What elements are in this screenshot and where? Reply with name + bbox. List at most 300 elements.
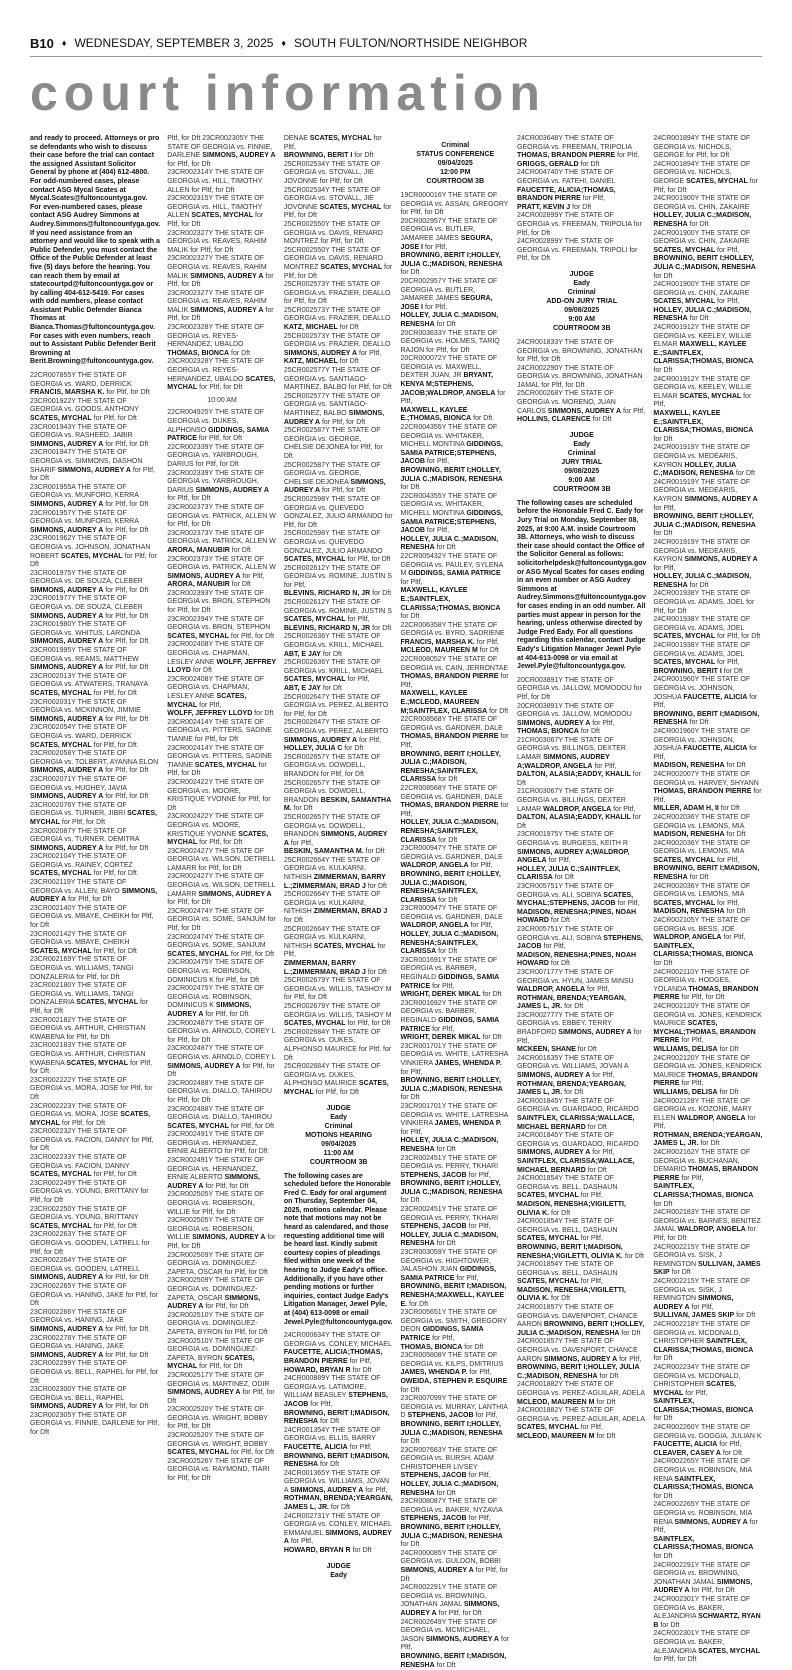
party-role: for Dft [487, 707, 509, 715]
attorney-name: SIMMONS, AUDREY A [283, 1529, 392, 1546]
party-role: for Dft [436, 836, 458, 844]
attorney-name: SIMMONS, AUDREY A [30, 612, 104, 620]
calendar-heading-line: 9:00 AM [568, 476, 596, 484]
case-entry [30, 595, 160, 621]
attorney-name: SCATES, MYCHAL;THOMAS, BRANDON PIERRE [653, 1020, 756, 1045]
case-text: 25CR002657Y THE STATE OF GEORGIA vs. DOWDELL, BRANDON [283, 779, 381, 804]
case-text: 24CR001960Y THE STATE OF GEORGIA vs. JOHNSON, JOSHUA [653, 676, 751, 701]
party-role: for Pltf, [585, 986, 610, 994]
case-entry [167, 409, 277, 443]
case-entry [517, 1304, 646, 1338]
case-text: 22CR007855Y THE STATE OF GEORGIA vs. WARD, DERRICK [30, 372, 132, 388]
case-entry [517, 416, 646, 425]
attorney-name: THOMAS, BRANDON PIERRE [653, 985, 759, 1002]
attorney-name: SCATES, MYCHAL [679, 392, 742, 400]
party-role: for Dft [517, 814, 641, 830]
case-text: 24CR000085Y THE STATE OF GEORGIA vs. GULDON, BOBBI [400, 1549, 501, 1566]
section-title: court information [30, 65, 546, 121]
party-role: for Pltf, for Dft [30, 913, 154, 930]
case-text: 23CR002223Y THE STATE OF GEORGIA vs. MORA, JOSE [30, 1102, 127, 1119]
case-text: 25CR002550Y THE STATE OF GEORGIA vs. DAVIS, RENARD MONTREZ [283, 246, 383, 271]
party-role: for Pltf, [288, 1538, 314, 1546]
case-text: 23CR007099Y THE STATE OF GEORGIA vs. MURRAY, LANTHIA D [400, 1395, 508, 1420]
case-text: 25CR002534Y THE STATE OF GEORGIA vs. STOVALL, JIE JOVONNE [283, 160, 381, 185]
case-entry [653, 410, 763, 444]
case-entry [653, 1458, 763, 1501]
party-role: for Pltf, [345, 676, 370, 684]
attorney-name: ROTHMAN, BRENDA;YEARGAN, JAMES L, JR. [653, 1131, 763, 1148]
case-entry [400, 1309, 510, 1343]
party-role: for Dft [575, 1046, 597, 1054]
case-text: 23CR002510Y THE STATE OF GEORGIA vs. DOMINGUEZ-ZAPETA, BYRON [167, 1337, 264, 1362]
case-entry [284, 1410, 394, 1427]
party-role: for Dft [318, 1418, 340, 1426]
case-text: 24CR001635Y THE STATE OF GEORGIA vs. WILLIAMS, JOVAN A [517, 1054, 629, 1071]
attorney-name: BESKIN, SAMANTHA M. [283, 848, 364, 856]
case-entry [653, 590, 763, 616]
party-role: for Pltf, [578, 1235, 603, 1243]
case-text: 25CR002577Y THE STATE OF GEORGIA vs. SANTIAGO-MARTINEZ, BALBO [283, 367, 381, 392]
party-role: for Dft [619, 1329, 641, 1337]
party-role: for Dft [400, 1438, 420, 1446]
party-role: for Dft [434, 1661, 456, 1669]
case-entry [517, 1201, 646, 1218]
party-role: for Pltf, for Dft [167, 1389, 275, 1405]
case-entry [284, 926, 394, 960]
attorney-name: SIMMONS, AUDREY A [30, 500, 104, 508]
case-text: 24CR001900Y THE STATE OF GEORGIA vs. CHIN, ZAKAIRE [653, 229, 751, 246]
attorney-name: SIMMONS, AUDREY A [202, 152, 276, 160]
attorney-name: BROWNING, BERIT I;HOLLEY, JULIA C.;MADISON, RENESHA [400, 1524, 503, 1540]
case-text: 23CR002076Y THE STATE OF GEORGIA vs. TURNER, JIBRI [30, 801, 128, 818]
case-text: 24CR004740Y THE STATE OF GEORGIA vs. FATEHI, DANIEL [517, 169, 616, 185]
case-entry [30, 905, 160, 931]
party-role: for Dft [552, 874, 574, 882]
attorney-name: SIMMONS, AUDREY A [684, 556, 758, 564]
case-entry [284, 960, 394, 977]
party-role: for Pltf, for Dft [224, 1328, 268, 1336]
case-text: 24CR001900Y THE STATE OF GEORGIA vs. CHIN, ZAKAIRE [653, 195, 751, 211]
case-entry [517, 909, 646, 926]
case-text: 25CR002636Y THE STATE OF GEORGIA vs. KRILL, MICHAEL [283, 659, 384, 675]
attorney-name: THOMAS, BRANDON PIERRE [400, 733, 499, 741]
party-role: for Dft [320, 650, 342, 658]
case-text: 23CR002414Y THE STATE OF GEORGIA vs. PITTERS, SADINE TIANNE [167, 744, 272, 769]
attorney-name: SCATES, MYCHAL [653, 899, 716, 907]
attorney-name: SAINTFLEX, CLARISSA;THOMAS, BIONCA [653, 942, 754, 959]
attorney-name: STEPHENS, JACOB [400, 1472, 467, 1480]
party-role: for Dft [400, 1541, 420, 1549]
case-entry [167, 641, 277, 675]
case-entry [653, 1450, 763, 1459]
case-entry [517, 1132, 646, 1158]
attorney-name: SCATES, MYCHAL [30, 947, 92, 955]
case-entry [653, 1501, 763, 1535]
attorney-name: GIDDINGS, SAMIA PATRICE [400, 1326, 484, 1342]
attorney-name: BROWNING, BERIT I;HOLLEY, JULIA C.;MADISON, RENESHA [400, 1077, 503, 1093]
attorney-name: BROWNING, BERIT I;MADISON, RENESHA [400, 1652, 507, 1669]
attorney-name: SCATES, MYCHAL [320, 263, 383, 271]
party-role: for Pltf, [580, 195, 605, 203]
case-entry [167, 813, 277, 847]
party-role: for Pltf, [466, 1515, 491, 1523]
attorney-name: STEPHENS, JACOB [400, 1515, 467, 1523]
case-entry [400, 991, 510, 1000]
party-role: for Pltf, for Dft [283, 203, 392, 220]
case-entry [653, 1398, 763, 1424]
case-text: 23CR001692Y THE STATE OF GEORGIA vs. BARBER, REGINALD [400, 999, 498, 1024]
party-role: for Pltf, for Dft [228, 1122, 275, 1130]
attorney-name: SIMMONS, AUDREY A [674, 1518, 748, 1526]
party-role: for Pltf, for Dft [103, 844, 149, 852]
party-role: for Pltf, [363, 1486, 388, 1494]
party-role: for Pltf, for Dft [224, 1148, 268, 1156]
case-text: 24CR001894Y THE STATE OF GEORGIA vs. NICHOLS, GEORGE [653, 160, 751, 185]
case-entry [30, 1231, 160, 1257]
party-role: for Pltf, [715, 659, 740, 667]
case-text: 23CR002373Y THE STATE OF GEORGIA vs. PATRICK, ALLEN W [167, 529, 276, 546]
listing-column-5 [517, 135, 646, 1670]
case-text: 24CR002301Y THE STATE OF GEORGIA vs. BAKER, ALEJANDRIA [653, 1595, 751, 1621]
attorney-name: FRANCIS, MARSHA K. [30, 389, 105, 397]
publication-name: SOUTH FULTON/NORTHSIDE NEIGHBOR [294, 36, 528, 50]
attorney-name: SAINTFLEX, CLARISSA;WALLACE, MICHAEL BERNARD [517, 1157, 635, 1174]
attorney-name: SIMMONS, AUDREY A [30, 715, 104, 723]
calendar-heading-line: JUDGE [326, 1104, 351, 1112]
case-text: DENAE [283, 135, 310, 142]
case-text: 22CR004355Y THE STATE OF GEORGIA vs. WHITAKER, MICHELL MONTINA [400, 424, 498, 449]
attorney-name: ROTHMAN, BRENDA;YEARGAN, JAMES L, JR. [517, 994, 626, 1011]
case-entry [284, 496, 394, 530]
party-role: for Pltf, for Dft [689, 1587, 735, 1595]
case-text: 24CR002183Y THE STATE OF GEORGIA vs. BARNES, BENITEZ JAMAL [653, 1209, 761, 1234]
attorney-name: MCLEOD, MAUREEN M [517, 1398, 595, 1406]
case-text: 24CR002105Y THE STATE OF GEORGIA vs. BESS, JOE [653, 917, 751, 933]
case-text: 24CR002007Y THE STATE OF GEORGIA vs. HARVEY, SHYANN [653, 770, 759, 787]
party-role: for Dft [687, 874, 709, 882]
attorney-name: SULLIVAN, JAMES SKIP [653, 1260, 761, 1277]
attorney-name: SCATES, MYCHAL [76, 999, 139, 1007]
party-role: for Pltf, [590, 1072, 615, 1080]
case-text: 24CR000889Y THE STATE OF GEORGIA vs. LATIMORE, WILLIAM BEASLEY [283, 1375, 381, 1400]
party-role: for Pltf, for Dft [192, 1208, 236, 1216]
party-role: for Pltf, for Dft [283, 298, 328, 306]
case-entry [167, 1312, 277, 1338]
party-role: for Pltf, [424, 458, 450, 466]
calendar-heading-line: MOTIONS HEARING [305, 1131, 373, 1139]
attorney-name: SCATES, MYCHAL [517, 1235, 579, 1243]
attorney-name: SIMMONS, AUDREY A [167, 1294, 261, 1311]
case-entry [167, 1191, 277, 1217]
attorney-name: ROTHMAN, BRENDA;YEARGAN, JAMES L, JR. [283, 1495, 393, 1512]
calendar-heading-line: Eady [330, 1571, 347, 1579]
case-text: 23CR002222Y THE STATE OF GEORGIA vs. MORA, JOSE [30, 1076, 127, 1093]
party-role: for Dft [585, 1123, 607, 1131]
case-entry [517, 238, 646, 264]
attorney-name: SIMMONS, AUDREY A;WALDROP, ANGELA [517, 754, 610, 770]
case-entry [517, 1081, 646, 1098]
case-entry [653, 1132, 763, 1149]
attorney-name: JAMES, WHENDA P. [434, 1120, 502, 1128]
case-text: 23CR002373Y THE STATE OF GEORGIA vs. PATRICK, ALLEN W [167, 503, 276, 520]
party-role: for Dft [687, 719, 709, 727]
case-entry [30, 776, 160, 802]
case-text: 25CR002550Y THE STATE OF GEORGIA vs. DAVIS, RENARD MONTREZ [283, 220, 383, 246]
party-role: for Pltf, [679, 1080, 704, 1088]
attorney-name: MADISON, RENESHA;PINES, NOAH HOWARD [517, 951, 637, 968]
party-role: for Pltf, [197, 701, 222, 709]
case-text: 25CR002612Y THE STATE OF GEORGIA vs. ROMINE, JUSTIN S [283, 599, 392, 615]
case-entry [400, 931, 510, 957]
case-entry [517, 1287, 646, 1304]
case-text: 23CR002487Y THE STATE OF GEORGIA vs. ARNOLD, COREY L [167, 1045, 276, 1061]
case-text: 23CR008087Y THE STATE OF GEORGIA vs. BAKER, NYZAVIA [400, 1498, 503, 1514]
party-role: for Dft [350, 1366, 372, 1374]
calendar-heading [400, 141, 510, 186]
case-entry [30, 1283, 160, 1309]
party-role: for Dft [471, 415, 493, 423]
case-text: 25CR002573Y THE STATE OF GEORGIA vs. FRAZIER, DEALLO [283, 306, 391, 323]
case-entry [653, 281, 763, 307]
party-role: for Dft [337, 358, 359, 366]
party-role: for Pltf, for Dft [103, 526, 149, 534]
attorney-name: WALDROP, ANGELA [400, 922, 469, 930]
attorney-name: SIMMONS, AUDREY A [198, 890, 272, 898]
case-entry [167, 1080, 277, 1106]
party-role: for Dft [400, 613, 420, 621]
case-text: 23CR001980Y THE STATE OF GEORGIA vs. WHITUS, LARONDA [30, 621, 141, 637]
attorney-name: ZIMMERMAN, BARRY L.;ZIMMERMAN, BRAD J [283, 960, 366, 976]
party-role: for Pltf, [721, 934, 746, 942]
attorney-name: SIMMONS, AUDREY A [30, 440, 104, 448]
case-text: 23CR003059Y THE STATE OF GEORGIA vs. HIGHTOWER, JALASHON JUAN [400, 1249, 498, 1274]
attorney-name: SIMMONS, AUDREY A [517, 1149, 591, 1157]
case-entry [400, 1344, 510, 1353]
case-entry [517, 703, 646, 729]
attorney-name: DALTON, ALASIA;EADDY, KHALIL [517, 814, 631, 822]
case-entry [400, 1137, 510, 1154]
party-role: for Dft [653, 1355, 673, 1363]
case-text: 24CR002036Y THE STATE OF GEORGIA vs. LEMONS, MIA [653, 882, 751, 899]
calendar-heading-line: COURTROOM 3B [309, 1158, 368, 1166]
case-entry [167, 169, 277, 195]
attorney-name: SEGURA, JOSE I [400, 295, 493, 311]
case-entry [284, 1547, 394, 1556]
party-role: for Pltf, for Dft [283, 444, 383, 460]
party-role: for Dft [594, 1432, 616, 1440]
case-text: 24CR002265Y THE STATE OF GEORGIA vs. ROBINSON, MIA RENA [653, 1501, 752, 1526]
case-text: 20CR003891Y THE STATE OF GEORGIA vs. JALLOW, MOMODOU [517, 676, 634, 693]
case-entry [653, 668, 763, 677]
party-role: for Pltf, for Dft [167, 1096, 211, 1104]
party-role: for Pltf, [468, 862, 493, 870]
case-entry [400, 587, 510, 621]
party-role: for Pltf, [715, 246, 740, 254]
case-entry [284, 135, 394, 152]
attorney-name: GRIGGS, GERALD [517, 160, 579, 168]
attorney-name: SIMMONS, AUDREY A [283, 831, 388, 847]
case-entry [517, 814, 646, 831]
party-role: for Pltf, [590, 719, 615, 727]
case-entry [284, 685, 394, 694]
calendar-heading-line: 09/04/2025 [437, 160, 473, 167]
attorney-name: WALDROP, ANGELA [653, 934, 722, 942]
case-entry [653, 1244, 763, 1278]
case-text: 24CR002291Y THE STATE OF GEORGIA vs. BROWNING, JONATHAN JAMAL [653, 1561, 751, 1586]
case-entry [400, 192, 510, 218]
case-entry [400, 1180, 510, 1206]
case-entry [284, 780, 394, 814]
party-role: for Dft [549, 1295, 571, 1303]
case-text: 23CR001701Y THE STATE OF GEORGIA vs. WHITE, LATRESHA VINKIERA [400, 1042, 509, 1067]
party-role: for Dft [669, 1269, 691, 1277]
party-role: for Pltf, [621, 407, 646, 415]
case-entry [653, 1596, 763, 1630]
attorney-name: HOLLEY, JULIA C.;MADISON, RENESHA [400, 1481, 499, 1497]
attorney-name: SCATES, MYCHAL [313, 942, 376, 950]
case-text: 24CR002731Y THE STATE OF GEORGIA vs. CONLEY, MICHAEL EMMANUEL [283, 1512, 392, 1537]
party-role: for Pltf, [430, 1334, 455, 1342]
case-entry [30, 1077, 160, 1103]
case-entry [284, 1003, 394, 1029]
case-entry [284, 1029, 394, 1063]
party-role: for Pltf, for Dft [103, 500, 149, 508]
case-text: 23CR002278Y THE STATE OF GEORGIA vs. HANING, JAKE [30, 1334, 127, 1351]
case-entry [167, 616, 277, 642]
case-text: 23CR007177Y THE STATE OF GEORGIA vs. HYUN, JAMES MINSU [517, 968, 634, 985]
party-role: for Pltf, for Dft [228, 950, 275, 958]
attorney-name: MCLEOD, MAUREEN M [517, 1432, 595, 1440]
attorney-name: FAUCETTE, ALICIA [653, 1441, 718, 1449]
case-entry [284, 427, 394, 461]
case-text: 23CR002414Y THE STATE OF GEORGIA vs. PITTERS, SADINE TIANNE [167, 718, 272, 743]
attorney-name: FAUCETTE, ALICIA;THOMAS, BRANDON PIERRE [517, 186, 616, 203]
party-role: for Pltf, for Dft [167, 160, 211, 168]
case-entry [400, 656, 510, 690]
attorney-name: BROWNING, BERIT I;MADISON, RENESHA [653, 865, 760, 882]
party-role: for Pltf, [400, 733, 509, 749]
case-entry [653, 573, 763, 590]
issue-date: WEDNESDAY, SEPTEMBER 3, 2025 [74, 36, 274, 50]
party-role: for Dft [594, 1398, 616, 1406]
case-text: 23CR002474Y THE STATE OF GEORGIA vs. SOME, SANJUM [167, 907, 268, 924]
case-text: 23CR002087Y THE STATE OF GEORGIA vs. TURNER, DEMITRA [30, 827, 140, 844]
case-entry [284, 857, 394, 891]
case-text: 20CR000072Y THE STATE OF GEORGIA vs. MAXWELL, DEXTER JUAN, JR [400, 355, 498, 380]
attorney-name: WALDROP, ANGELA [677, 1114, 746, 1122]
case-text: 24CR001912Y THE STATE OF GEORGIA vs. KEELEY, WILLIE ELMAR [653, 375, 752, 400]
attorney-name: SCATES, MYCHAL [517, 1424, 579, 1432]
party-role: for Pltf, for Dft [203, 1303, 249, 1311]
case-entry [653, 840, 763, 866]
case-entry [517, 135, 646, 161]
case-entry [284, 462, 394, 496]
attorney-name: SCATES, MYCHAL [653, 246, 716, 254]
calendar-heading-line: COURTROOM 3B [426, 178, 485, 185]
party-role: for Pltf, for Dft [679, 994, 725, 1002]
party-role: for Pltf, for Dft [167, 1423, 211, 1431]
party-role: for Pltf, [679, 1174, 704, 1182]
case-entry [517, 1098, 646, 1132]
party-role: for Dft [687, 581, 709, 589]
case-entry [30, 570, 160, 596]
case-text: 23CR002509Y THE STATE OF GEORGIA vs. DOMINGUEZ-ZAPETA, OSCAR [167, 1251, 264, 1276]
case-entry [517, 995, 646, 1012]
case-entry [400, 1550, 510, 1584]
party-role: for Pltf, for Dft [320, 770, 364, 778]
party-role: for Dft [734, 1312, 756, 1320]
case-entry [30, 510, 160, 536]
attorney-name: SCATES, MYCHAL [167, 1122, 229, 1130]
case-entry [517, 1407, 646, 1433]
case-entry [653, 539, 763, 573]
case-entry [284, 977, 394, 1003]
case-text: 24CR002265Y THE STATE OF GEORGIA vs. ROBINSON, MIA RENA [653, 1458, 752, 1483]
case-entry [167, 290, 277, 324]
party-role: for Pltf, for Dft [194, 735, 239, 743]
party-role: for Dft [718, 805, 740, 813]
case-entry [167, 908, 277, 934]
party-role: for Pltf, [517, 1029, 642, 1045]
case-entry [167, 230, 277, 256]
attorney-name: WALDROP, ANGELA [677, 1226, 746, 1234]
case-entry [284, 745, 394, 754]
case-entry [400, 647, 510, 656]
case-text: 24CR001845Y THE STATE OF GEORGIA vs. GUARDADO, RICARDO [517, 1097, 639, 1114]
party-role: for Pltf, for Dft [167, 761, 267, 778]
attorney-name: SCATES, MYCHAL [283, 616, 346, 624]
party-role: for Dft [352, 152, 374, 160]
calendar-heading-line: Eady [330, 1113, 347, 1121]
case-text: 24CR002291Y THE STATE OF GEORGIA vs. BROWNING, JONATHAN JAMAL [400, 1584, 498, 1609]
case-entry [400, 1481, 510, 1498]
case-entry [653, 1562, 763, 1596]
party-role: for Dft [687, 220, 709, 228]
case-entry [400, 1155, 510, 1181]
case-entry [167, 1045, 277, 1079]
attorney-name: SCATES, MYCHAL [30, 810, 157, 826]
party-role: for Pltf, for Dft [103, 793, 149, 801]
case-entry [653, 728, 763, 762]
calendar-heading-line: JUDGE [326, 1562, 351, 1570]
case-text: 23CR002071Y THE STATE OF GEORGIA vs. HUGHEY, JAVIA [30, 775, 127, 792]
attorney-name: SIMMONS, AUDREY A [30, 844, 104, 852]
party-role: for Pltf, [653, 504, 676, 512]
case-entry [400, 407, 510, 424]
case-text: 25CR002684Y THE STATE OF GEORGIA vs. DUKES, ALPHONSO MAURICE [283, 1028, 381, 1053]
calendar-heading [517, 431, 646, 494]
attorney-name: SIMMONS, AUDREY A [283, 736, 358, 744]
case-entry [517, 1046, 646, 1055]
party-role: for Pltf, [400, 1128, 423, 1136]
case-text: 24CR001854Y THE STATE OF GEORGIA vs. BELL, DASHAUN [517, 1175, 618, 1191]
party-role: for Pltf, for Dft [400, 209, 444, 217]
attorney-name: GIDDINGS, SAMIA PATRICE;STEPHENS, JACOB [400, 509, 503, 535]
calendar-heading-line: JUDGE [569, 431, 594, 439]
attorney-name: SIMMONS, AUDREY A [30, 664, 104, 672]
attorney-name: THOMAS, BRANDON PIERRE [653, 1071, 758, 1088]
case-text: 23CR002505Y THE STATE OF GEORGIA vs. ROBERSON, WILLIE [167, 1217, 264, 1242]
party-role: for Pltf, [617, 1355, 642, 1363]
party-role: for Pltf, [578, 1192, 603, 1200]
attorney-name: SIMMONS, AUDREY A [400, 1601, 500, 1617]
party-role: for Dft [434, 1145, 456, 1153]
party-role: for Dft [653, 272, 673, 280]
attorney-name: HOLLINS, CLARENCE [517, 416, 591, 424]
case-text: 23CR002408Y THE STATE OF GEORGIA vs. CHAPMAN, LESLEY ANNE [167, 641, 264, 666]
party-role: for Dft [291, 805, 313, 813]
attorney-name: SIMMONS, AUDREY A [192, 1234, 266, 1242]
